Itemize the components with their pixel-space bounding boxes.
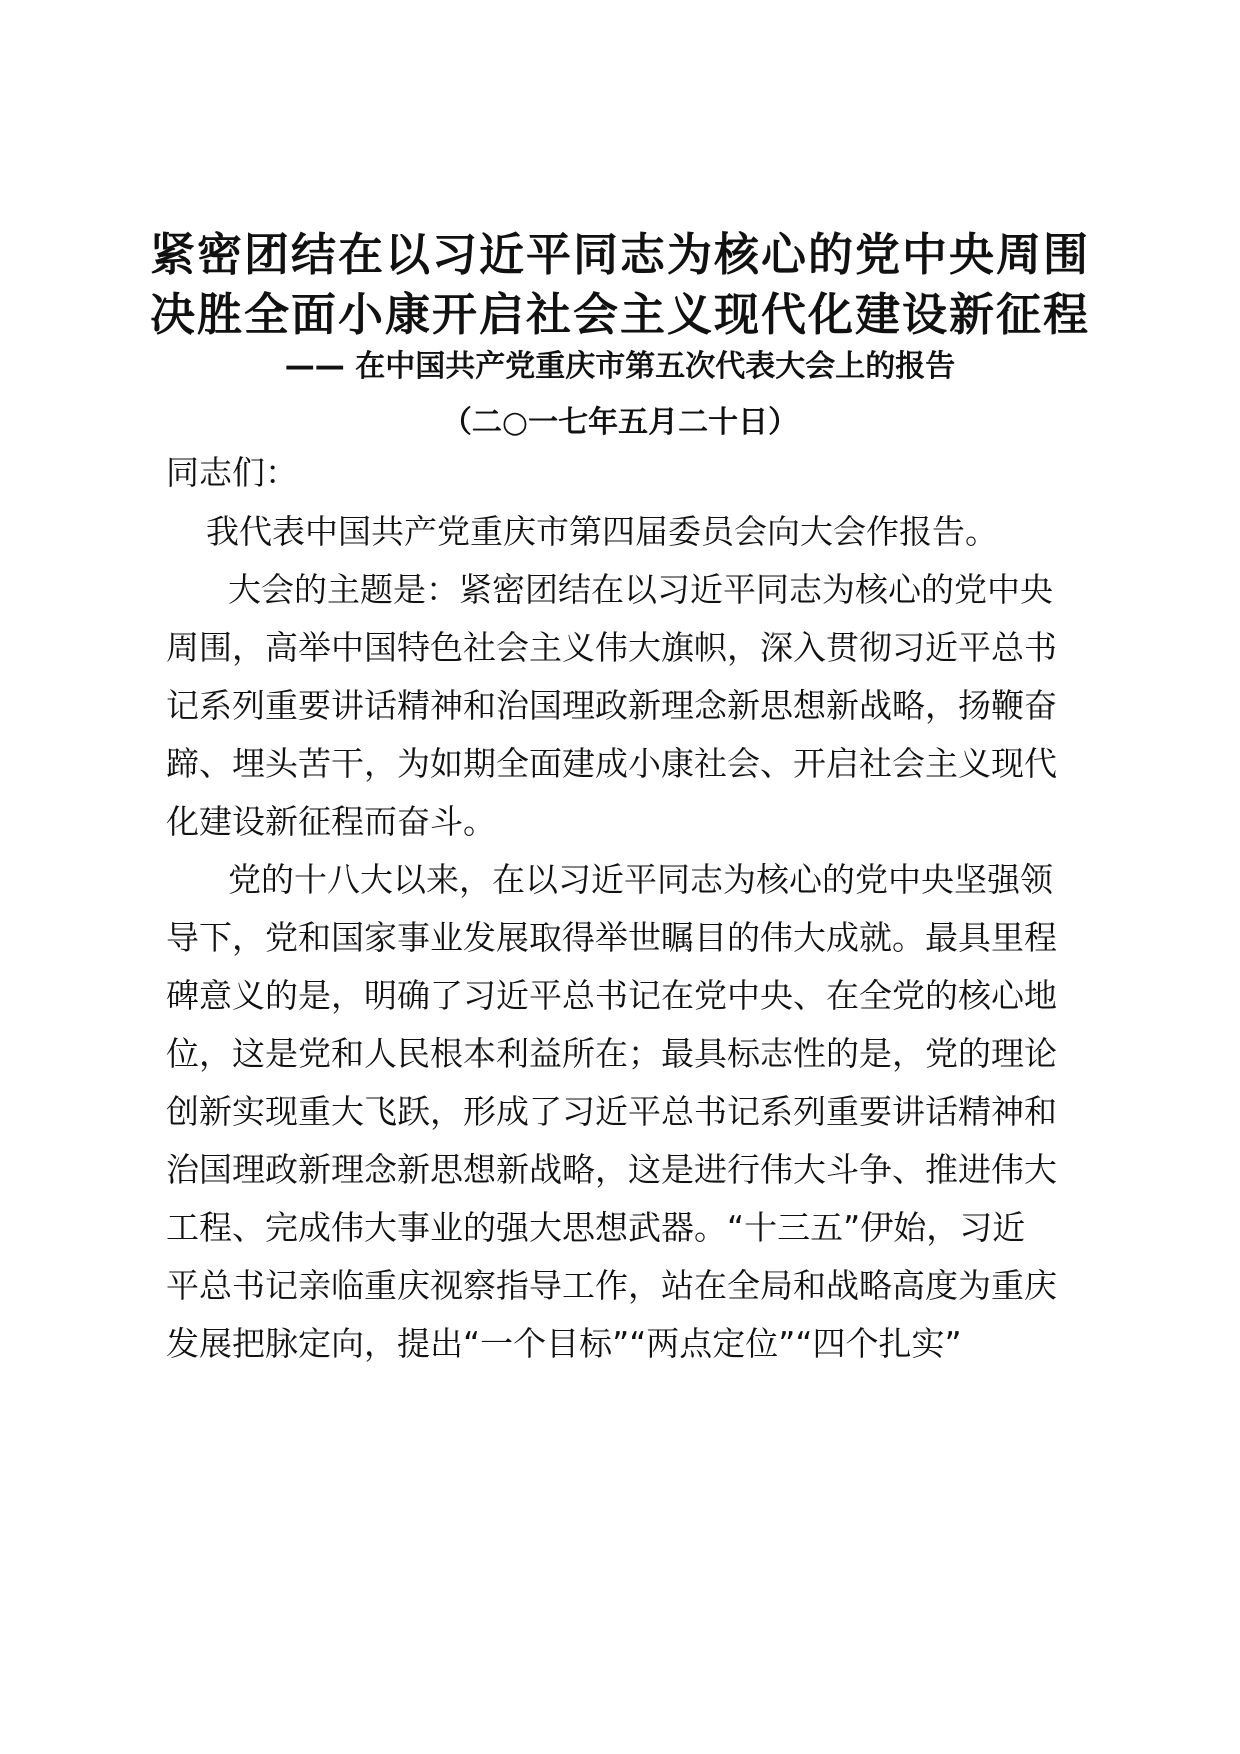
paragraph-line: 导下，党和国家事业发展取得举世瞩目的伟大成就。最具里程 bbox=[166, 918, 1057, 957]
title-line-1: 紧密团结在以习近平同志为核心的党中央周围 bbox=[149, 228, 1090, 281]
paragraph-line: 我代表中国共产党重庆市第四届委员会向大会作报告。 bbox=[206, 512, 998, 551]
paragraph-line: 平总书记亲临重庆视察指导工作，站在全局和战略高度为重庆 bbox=[166, 1266, 1057, 1305]
paragraph-line: 大会的主题是：紧密团结在以习近平同志为核心的党中央 bbox=[228, 570, 1053, 609]
paragraph-line: 蹄、埋头苦干，为如期全面建成小康社会、开启社会主义现代 bbox=[166, 744, 1057, 783]
title-line-2: 决胜全面小康开启社会主义现代化建设新征程 bbox=[149, 288, 1090, 341]
paragraph-line: 创新实现重大飞跃，形成了习近平总书记系列重要讲话精神和 bbox=[166, 1092, 1057, 1131]
paragraph-line: 位，这是党和人民根本利益所在；最具标志性的是，党的理论 bbox=[166, 1034, 1057, 1073]
paragraph-line: 发展把脉定向，提出“一个目标”“两点定位”“四个扎实” bbox=[166, 1324, 962, 1363]
report-date: （二○一七年五月二十日） bbox=[441, 405, 799, 440]
paragraph-line: 碑意义的是，明确了习近平总书记在党中央、在全党的核心地 bbox=[166, 976, 1057, 1015]
paragraph-line: 党的十八大以来，在以习近平同志为核心的党中央坚强领 bbox=[228, 860, 1053, 899]
subtitle: —— 在中国共产党重庆市第五次代表大会上的报告 bbox=[284, 349, 956, 384]
paragraph-line: 化建设新征程而奋斗。 bbox=[166, 802, 496, 841]
paragraph-line: 记系列重要讲话精神和治国理政新理念新思想新战略，扬鞭奋 bbox=[166, 686, 1057, 725]
paragraph-line: 周围，高举中国特色社会主义伟大旗帜，深入贯彻习近平总书 bbox=[166, 628, 1057, 667]
paragraph-line: 工程、完成伟大事业的强大思想武器。“十三五”伊始，习近 bbox=[166, 1208, 1026, 1247]
salutation: 同志们： bbox=[166, 453, 298, 492]
paragraph-line: 治国理政新理念新思想新战略，这是进行伟大斗争、推进伟大 bbox=[166, 1150, 1057, 1189]
